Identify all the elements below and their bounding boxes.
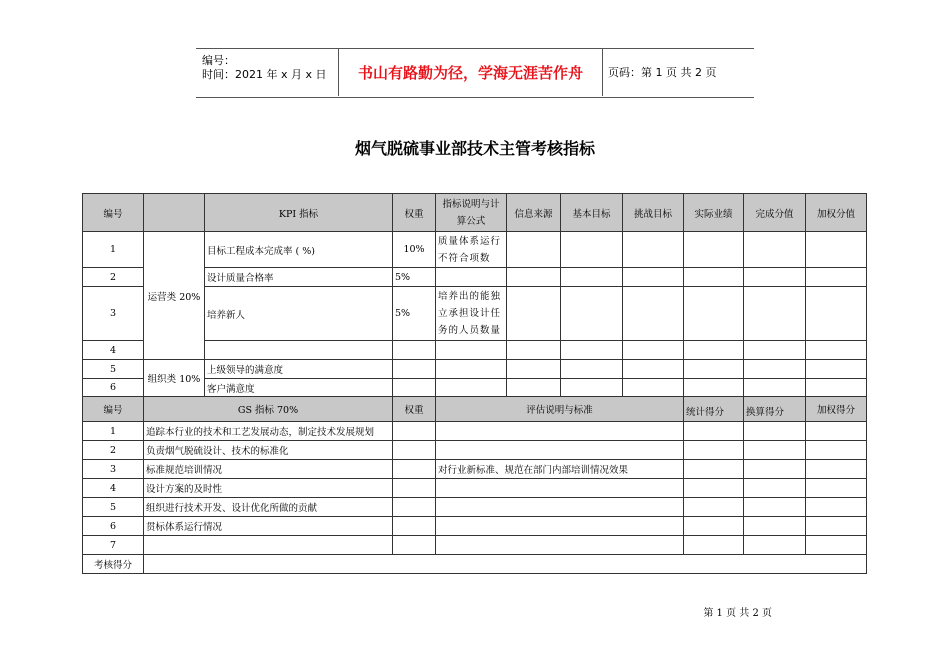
kpi-row-name: 上级领导的满意度 (205, 360, 393, 379)
gs-row-desc (436, 536, 684, 555)
kpi-row-name: 目标工程成本完成率 ( %) (205, 232, 393, 268)
kpi-row-no: 3 (83, 287, 144, 341)
gs-row-desc (436, 441, 684, 460)
kpi-header-desc: 指标说明与计算公式 (436, 194, 507, 232)
kpi-row-desc: 培养出的能独立承担设计任务的人员数量 (436, 287, 507, 341)
kpi-row-name: 培养新人 (205, 287, 393, 341)
gs-row-name: 标准规范培训情况 (144, 460, 393, 479)
kpi-header-no: 编号 (83, 194, 144, 232)
kpi-header-weight: 权重 (393, 194, 436, 232)
kpi-row (83, 360, 867, 379)
gs-row-name (144, 536, 393, 555)
kpi-row-weight: 10% (393, 232, 436, 268)
kpi-row-weight: 5% (393, 268, 436, 287)
gs-row (83, 422, 867, 441)
kpi-row-desc (436, 360, 507, 379)
kpi-table (82, 193, 867, 574)
header-meta (196, 49, 338, 97)
kpi-header-source: 信息来源 (507, 194, 561, 232)
gs-header-indicator: GS 指标 70% (144, 397, 393, 422)
gs-row-name: 设计方案的及时性 (144, 479, 393, 498)
kpi-row-weight: 5% (393, 287, 436, 341)
gs-header-row (83, 397, 867, 422)
gs-row-no: 4 (83, 479, 144, 498)
kpi-header-score: 完成分值 (744, 194, 806, 232)
kpi-row-weight (393, 360, 436, 379)
gs-row-name: 贯标体系运行情况 (144, 517, 393, 536)
kpi-row-no: 4 (83, 341, 144, 360)
kpi-header-actual: 实际业绩 (684, 194, 744, 232)
kpi-header-base: 基本目标 (561, 194, 623, 232)
kpi-row-no: 1 (83, 232, 144, 268)
gs-row (83, 441, 867, 460)
kpi-row (83, 232, 867, 268)
motto: 书山有路勤为径，学海无涯苦作舟 (338, 49, 603, 96)
kpi-row-no: 6 (83, 379, 144, 397)
gs-header-desc: 评估说明与标准 (436, 397, 684, 422)
gs-row-no: 5 (83, 498, 144, 517)
gs-row-desc (436, 479, 684, 498)
kpi-row-desc (436, 268, 507, 287)
gs-row (83, 479, 867, 498)
category-org: 组织类 10% (144, 360, 205, 397)
kpi-header-challenge: 挑战目标 (623, 194, 684, 232)
gs-row-desc (436, 498, 684, 517)
kpi-row-weight (393, 379, 436, 397)
category-ops: 运营类 20% (144, 232, 205, 360)
kpi-row-no: 5 (83, 360, 144, 379)
gs-row (83, 536, 867, 555)
page-footer: 第 1 页 共 2 页 (703, 608, 772, 619)
kpi-row-desc (436, 379, 507, 397)
gs-row-name: 负责烟气脱硫设计、技术的标准化 (144, 441, 393, 460)
gs-row-no: 3 (83, 460, 144, 479)
gs-row-desc: 对行业新标准、规范在部门内部培训情况效果 (436, 460, 684, 479)
time-label: 时间：2021 年 x 月 x 日 (202, 68, 327, 81)
kpi-header-weighted: 加权分值 (806, 194, 867, 232)
gs-row-no: 7 (83, 536, 144, 555)
kpi-header-row (83, 194, 867, 232)
gs-row-no: 2 (83, 441, 144, 460)
gs-row (83, 498, 867, 517)
gs-header-weighted: 加权得分 (806, 397, 867, 422)
gs-row-no: 6 (83, 517, 144, 536)
gs-row (83, 460, 867, 479)
gs-row-desc (436, 422, 684, 441)
gs-row-desc (436, 517, 684, 536)
kpi-row-desc: 质量体系运行不符合项数 (436, 232, 507, 268)
gs-header-no: 编号 (83, 397, 144, 422)
kpi-row-name: 客户满意度 (205, 379, 393, 397)
kpi-header-category (144, 194, 205, 232)
gs-header-convert: 换算得分 (744, 397, 806, 422)
kpi-row-desc (436, 341, 507, 360)
gs-row (83, 517, 867, 536)
gs-header-weight: 权重 (393, 397, 436, 422)
page-info: 页码：第 1 页 共 2 页 (608, 66, 717, 79)
total-label: 考核得分 (83, 555, 144, 574)
page-title: 烟气脱硫事业部技术主管考核指标 (354, 139, 595, 158)
kpi-row-weight (393, 341, 436, 360)
document-header (196, 48, 754, 98)
gs-row-name: 追踪本行业的技术和工艺发展动态，制定技术发展规划 (144, 422, 393, 441)
code-label: 编号： (202, 54, 235, 67)
kpi-header-indicator: KPI 指标 (205, 194, 393, 232)
gs-row-name: 组织进行技术开发、设计优化所做的贡献 (144, 498, 393, 517)
total-row (83, 555, 867, 574)
kpi-row-name: 设计质量合格率 (205, 268, 393, 287)
gs-row-no: 1 (83, 422, 144, 441)
gs-header-stat: 统计得分 (684, 397, 744, 422)
kpi-row-no: 2 (83, 268, 144, 287)
kpi-row-name (205, 341, 393, 360)
